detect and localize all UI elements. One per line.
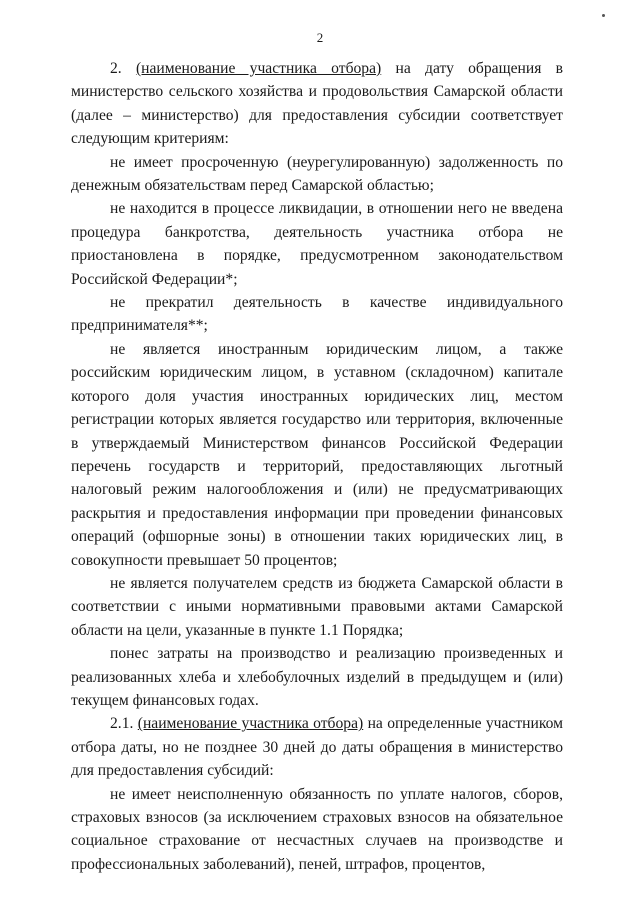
paragraph-2 (71, 57, 563, 151)
criterion-not-budget-recipient (71, 572, 563, 642)
paragraph-text: понес затраты на производство и реализацию произведенных и реализованных хлеба и хлебобулочных изделий в предыдущем и (или) текущем финансовых годах. (71, 645, 563, 709)
paragraph-number: 2. (110, 60, 136, 77)
participant-name-placeholder: (наименование участника отбора) (137, 715, 364, 733)
participant-name-placeholder: (наименование участника отбора) (135, 60, 382, 77)
paragraph-text: на дату обращения в министерство сельского хозяйства и продовольствия Самарской области (далее – министерство) для предоставления субсидии соответствует следующим критериям: (71, 60, 563, 148)
paragraph-text: не имеет просроченную (неурегулированную) задолженность по денежным обязательствам перед Самарской областью; (71, 153, 563, 195)
paragraph-text: не является получателем средств из бюджета Самарской области в соответствии с иными нормативными правовыми актами Самарской области на цели, указанные в пункте 1.1 Порядка; (71, 574, 563, 639)
criterion-no-tax-arrears (71, 783, 563, 877)
page-number: 2 (316, 30, 324, 45)
criterion-not-ceased-activity (71, 291, 563, 338)
paragraph-text: на определенные участником отбора даты, но не позднее 30 дней до даты обращения в министерство для предоставления субсидий: (71, 715, 563, 780)
paragraph-text: не прекратил деятельность в качестве индивидуального предпринимателя**; (71, 294, 563, 335)
criterion-no-overdue-debt (71, 151, 563, 198)
paragraph-text: не является иностранным юридическим лицом, а также российским юридическим лицом, в уставном (складочном) капитале которого доля участия иностранных юридических лиц, местом регистрации которых является государство или территория, включенные в утверждаемый Министерством финансов Российской Федерации перечень государств и территорий, предоставляющих льготный налоговый режим налогообложения и (или) не предусматривающих раскрытия и предоставления информации при проведении финансовых операций (офшорные зоны) в отношении таких юридических лиц, в совокупности превышает 50 процентов; (71, 340, 563, 569)
scan-speck (602, 14, 605, 17)
paragraph-text: не имеет неисполненную обязанность по уплате налогов, сборов, страховых взносов (за исключением страховых взносов на обязательное социальное страхование от несчастных случаев на производстве и профессиональных заболеваний), пеней, штрафов, процентов, (71, 785, 563, 873)
paragraph-text: не находится в процессе ликвидации, в отношении него не введена процедура банкротства, деятельность участника отбора не приостановлена в порядке, предусмотренном законодательством Российской Федерации*; (71, 200, 563, 288)
criterion-incurred-costs (71, 642, 563, 712)
criterion-not-foreign-entity (71, 338, 563, 572)
criterion-no-liquidation (71, 197, 563, 291)
paragraph-2-1 (71, 712, 563, 782)
paragraph-number: 2.1. (110, 715, 138, 733)
document-body (71, 57, 563, 876)
